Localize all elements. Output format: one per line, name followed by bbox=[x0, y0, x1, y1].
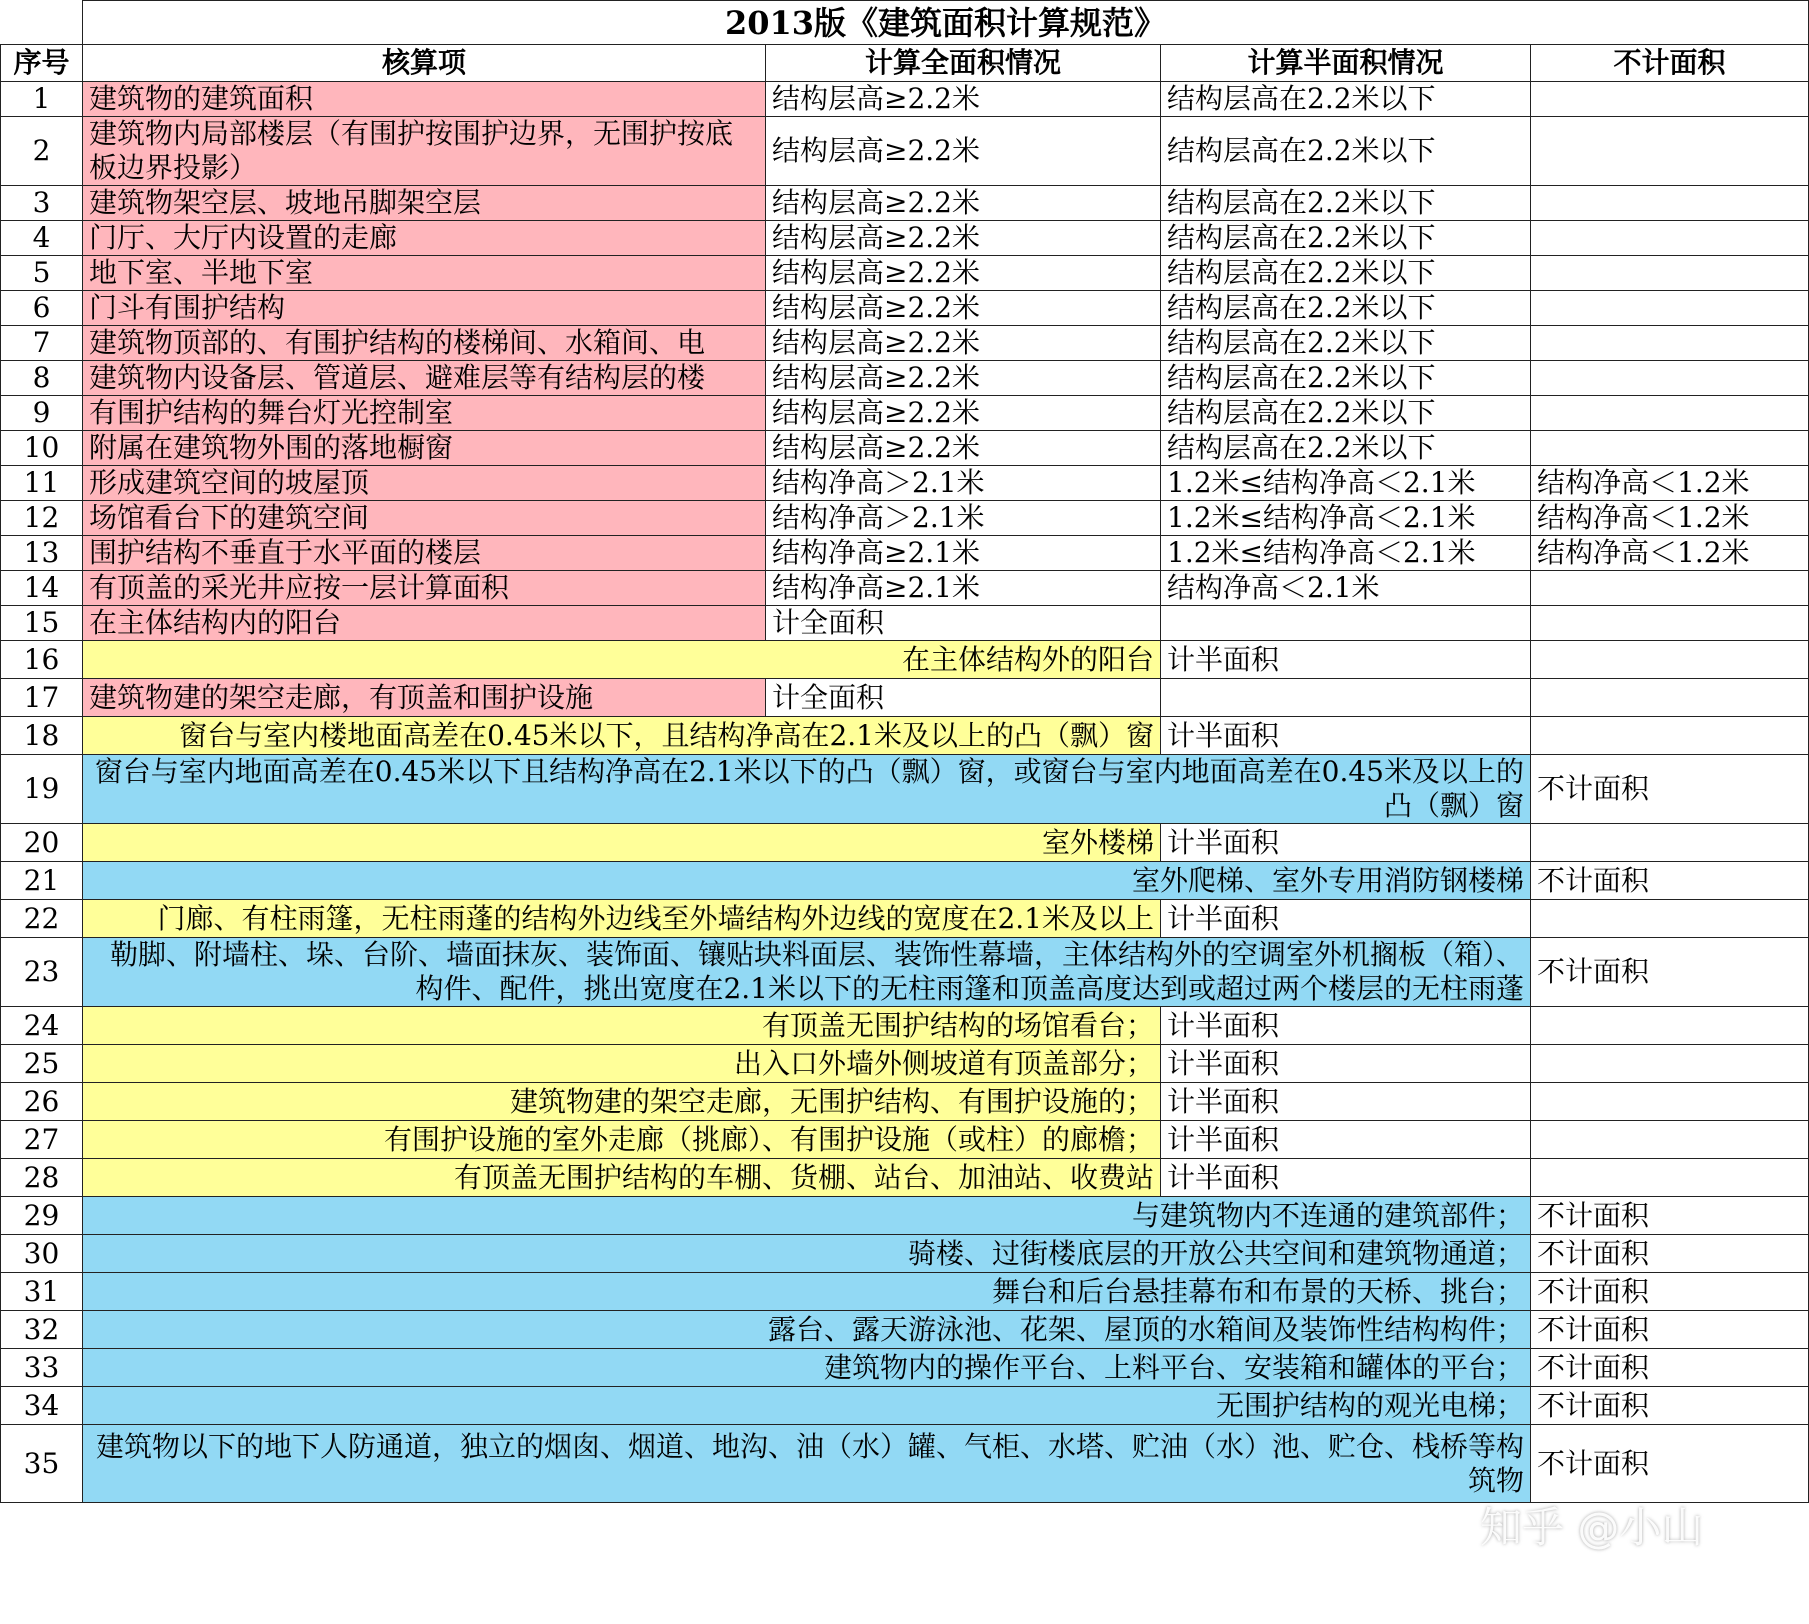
item-cell: 建筑物建的架空走廊，无围护结构、有围护设施的； bbox=[83, 1083, 1161, 1121]
half-area-cell: 1.2米≤结构净高＜2.1米 bbox=[1161, 536, 1531, 571]
header-no-area: 不计面积 bbox=[1531, 45, 1809, 82]
row-number: 2 bbox=[1, 117, 83, 186]
table-row bbox=[1, 571, 1809, 606]
no-area-cell: 不计面积 bbox=[1531, 1387, 1809, 1425]
row-number: 3 bbox=[1, 186, 83, 221]
row-number: 31 bbox=[1, 1273, 83, 1311]
full-area-cell: 结构层高≥2.2米 bbox=[766, 396, 1161, 431]
header-seq: 序号 bbox=[1, 45, 83, 82]
half-area-cell: 结构层高在2.2米以下 bbox=[1161, 326, 1531, 361]
table-row bbox=[1, 326, 1809, 361]
half-area-cell: 结构层高在2.2米以下 bbox=[1161, 186, 1531, 221]
table-row bbox=[1, 1235, 1809, 1273]
item-cell: 建筑物内设备层、管道层、避难层等有结构层的楼 bbox=[83, 361, 766, 396]
table-row bbox=[1, 1045, 1809, 1083]
item-cell: 窗台与室内楼地面高差在0.45米以下，且结构净高在2.1米及以上的凸（飘）窗 bbox=[83, 717, 1161, 755]
item-cell: 在主体结构外的阳台 bbox=[83, 641, 1161, 679]
row-number: 10 bbox=[1, 431, 83, 466]
full-area-cell: 结构层高≥2.2米 bbox=[766, 82, 1161, 117]
full-area-cell: 结构层高≥2.2米 bbox=[766, 361, 1161, 396]
table-row bbox=[1, 1349, 1809, 1387]
full-area-cell: 结构层高≥2.2米 bbox=[766, 326, 1161, 361]
row-number: 1 bbox=[1, 82, 83, 117]
half-area-cell: 结构层高在2.2米以下 bbox=[1161, 396, 1531, 431]
no-area-cell bbox=[1531, 606, 1809, 641]
no-area-cell bbox=[1531, 1159, 1809, 1197]
item-cell: 建筑物内局部楼层（有围护按围护边界，无围护按底板边界投影） bbox=[83, 117, 766, 186]
half-area-cell: 计半面积 bbox=[1161, 824, 1531, 862]
no-area-cell: 结构净高＜1.2米 bbox=[1531, 466, 1809, 501]
table-row bbox=[1, 679, 1809, 717]
no-area-cell: 不计面积 bbox=[1531, 1235, 1809, 1273]
full-area-cell: 计全面积 bbox=[766, 606, 1161, 641]
full-area-cell: 结构层高≥2.2米 bbox=[766, 256, 1161, 291]
table-row bbox=[1, 256, 1809, 291]
row-number: 24 bbox=[1, 1007, 83, 1045]
no-area-cell: 不计面积 bbox=[1531, 1311, 1809, 1349]
half-area-cell: 计半面积 bbox=[1161, 717, 1531, 755]
no-area-cell: 结构净高＜1.2米 bbox=[1531, 501, 1809, 536]
item-cell: 舞台和后台悬挂幕布和布景的天桥、挑台； bbox=[83, 1273, 1531, 1311]
no-area-cell: 不计面积 bbox=[1531, 1349, 1809, 1387]
item-cell: 有围护结构的舞台灯光控制室 bbox=[83, 396, 766, 431]
no-area-cell bbox=[1531, 431, 1809, 466]
header-item: 核算项 bbox=[83, 45, 766, 82]
half-area-cell: 计半面积 bbox=[1161, 1083, 1531, 1121]
item-cell: 围护结构不垂直于水平面的楼层 bbox=[83, 536, 766, 571]
table-row bbox=[1, 361, 1809, 396]
row-number: 28 bbox=[1, 1159, 83, 1197]
half-area-cell bbox=[1161, 606, 1531, 641]
item-cell: 门厅、大厅内设置的走廊 bbox=[83, 221, 766, 256]
table-row bbox=[1, 1121, 1809, 1159]
row-number: 11 bbox=[1, 466, 83, 501]
no-area-cell bbox=[1531, 291, 1809, 326]
item-cell: 露台、露天游泳池、花架、屋顶的水箱间及装饰性结构构件； bbox=[83, 1311, 1531, 1349]
table-row bbox=[1, 1273, 1809, 1311]
table-row bbox=[1, 755, 1809, 824]
table-row bbox=[1, 1425, 1809, 1503]
no-area-cell bbox=[1531, 1007, 1809, 1045]
table-row bbox=[1, 221, 1809, 256]
table-row bbox=[1, 1159, 1809, 1197]
full-area-cell: 结构净高＞2.1米 bbox=[766, 466, 1161, 501]
table-row bbox=[1, 1197, 1809, 1235]
half-area-cell: 结构层高在2.2米以下 bbox=[1161, 82, 1531, 117]
half-area-cell: 计半面积 bbox=[1161, 641, 1531, 679]
no-area-cell bbox=[1531, 679, 1809, 717]
no-area-cell: 不计面积 bbox=[1531, 938, 1809, 1007]
row-number: 7 bbox=[1, 326, 83, 361]
row-number: 15 bbox=[1, 606, 83, 641]
row-number: 6 bbox=[1, 291, 83, 326]
zhihu-watermark: 知乎 @小山 bbox=[1480, 1503, 1704, 1552]
header-half-area: 计算半面积情况 bbox=[1161, 45, 1531, 82]
row-number: 8 bbox=[1, 361, 83, 396]
row-number: 26 bbox=[1, 1083, 83, 1121]
no-area-cell: 不计面积 bbox=[1531, 755, 1809, 824]
item-cell: 附属在建筑物外围的落地橱窗 bbox=[83, 431, 766, 466]
no-area-cell: 不计面积 bbox=[1531, 862, 1809, 900]
table-row bbox=[1, 186, 1809, 221]
item-cell: 室外爬梯、室外专用消防钢楼梯 bbox=[83, 862, 1531, 900]
half-area-cell: 结构层高在2.2米以下 bbox=[1161, 431, 1531, 466]
row-number: 23 bbox=[1, 938, 83, 1007]
no-area-cell bbox=[1531, 900, 1809, 938]
item-cell: 建筑物顶部的、有围护结构的楼梯间、水箱间、电 bbox=[83, 326, 766, 361]
table-row bbox=[1, 1311, 1809, 1349]
full-area-cell: 结构净高＞2.1米 bbox=[766, 501, 1161, 536]
table-row bbox=[1, 1387, 1809, 1425]
half-area-cell: 1.2米≤结构净高＜2.1米 bbox=[1161, 501, 1531, 536]
half-area-cell: 计半面积 bbox=[1161, 900, 1531, 938]
item-cell: 有顶盖无围护结构的场馆看台； bbox=[83, 1007, 1161, 1045]
table-row bbox=[1, 291, 1809, 326]
item-cell: 窗台与室内地面高差在0.45米以下且结构净高在2.1米以下的凸（飘）窗，或窗台与室内地面高差在0.45米及以上的凸（飘）窗 bbox=[83, 755, 1531, 824]
table-row bbox=[1, 938, 1809, 1007]
row-number: 27 bbox=[1, 1121, 83, 1159]
full-area-cell: 结构层高≥2.2米 bbox=[766, 117, 1161, 186]
row-number: 12 bbox=[1, 501, 83, 536]
item-cell: 建筑物的建筑面积 bbox=[83, 82, 766, 117]
item-cell: 场馆看台下的建筑空间 bbox=[83, 501, 766, 536]
half-area-cell: 计半面积 bbox=[1161, 1007, 1531, 1045]
item-cell: 有顶盖的采光井应按一层计算面积 bbox=[83, 571, 766, 606]
row-number: 29 bbox=[1, 1197, 83, 1235]
no-area-cell bbox=[1531, 1045, 1809, 1083]
half-area-cell bbox=[1161, 679, 1531, 717]
row-number: 18 bbox=[1, 717, 83, 755]
half-area-cell: 结构层高在2.2米以下 bbox=[1161, 256, 1531, 291]
no-area-cell bbox=[1531, 1083, 1809, 1121]
no-area-cell: 结构净高＜1.2米 bbox=[1531, 536, 1809, 571]
row-number: 5 bbox=[1, 256, 83, 291]
item-cell: 建筑物架空层、坡地吊脚架空层 bbox=[83, 186, 766, 221]
full-area-cell: 结构层高≥2.2米 bbox=[766, 291, 1161, 326]
no-area-cell bbox=[1531, 641, 1809, 679]
item-cell: 建筑物内的操作平台、上料平台、安装箱和罐体的平台； bbox=[83, 1349, 1531, 1387]
item-cell: 在主体结构内的阳台 bbox=[83, 606, 766, 641]
item-cell: 骑楼、过街楼底层的开放公共空间和建筑物通道； bbox=[83, 1235, 1531, 1273]
no-area-cell bbox=[1531, 361, 1809, 396]
full-area-cell: 结构净高≥2.1米 bbox=[766, 571, 1161, 606]
row-number: 20 bbox=[1, 824, 83, 862]
no-area-cell bbox=[1531, 571, 1809, 606]
half-area-cell: 计半面积 bbox=[1161, 1159, 1531, 1197]
item-cell: 无围护结构的观光电梯； bbox=[83, 1387, 1531, 1425]
row-number: 30 bbox=[1, 1235, 83, 1273]
no-area-cell bbox=[1531, 824, 1809, 862]
full-area-cell: 计全面积 bbox=[766, 679, 1161, 717]
header-full-area: 计算全面积情况 bbox=[766, 45, 1161, 82]
half-area-cell: 结构净高＜2.1米 bbox=[1161, 571, 1531, 606]
full-area-cell: 结构层高≥2.2米 bbox=[766, 221, 1161, 256]
row-number: 32 bbox=[1, 1311, 83, 1349]
row-number: 22 bbox=[1, 900, 83, 938]
table-row bbox=[1, 862, 1809, 900]
half-area-cell: 结构层高在2.2米以下 bbox=[1161, 291, 1531, 326]
row-number: 35 bbox=[1, 1425, 83, 1503]
half-area-cell: 计半面积 bbox=[1161, 1045, 1531, 1083]
item-cell: 建筑物建的架空走廊，有顶盖和围护设施 bbox=[83, 679, 766, 717]
no-area-cell bbox=[1531, 221, 1809, 256]
row-number: 14 bbox=[1, 571, 83, 606]
half-area-cell: 1.2米≤结构净高＜2.1米 bbox=[1161, 466, 1531, 501]
table-row bbox=[1, 1083, 1809, 1121]
item-cell: 与建筑物内不连通的建筑部件； bbox=[83, 1197, 1531, 1235]
table-row bbox=[1, 641, 1809, 679]
table-row bbox=[1, 117, 1809, 186]
title-row bbox=[1, 1, 1809, 45]
full-area-cell: 结构层高≥2.2米 bbox=[766, 186, 1161, 221]
item-cell: 有顶盖无围护结构的车棚、货棚、站台、加油站、收费站 bbox=[83, 1159, 1161, 1197]
item-cell: 地下室、半地下室 bbox=[83, 256, 766, 291]
item-cell: 出入口外墙外侧坡道有顶盖部分； bbox=[83, 1045, 1161, 1083]
no-area-cell bbox=[1531, 1121, 1809, 1159]
no-area-cell bbox=[1531, 186, 1809, 221]
no-area-cell bbox=[1531, 717, 1809, 755]
table-row bbox=[1, 82, 1809, 117]
full-area-cell: 结构层高≥2.2米 bbox=[766, 431, 1161, 466]
half-area-cell: 计半面积 bbox=[1161, 1121, 1531, 1159]
item-cell: 勒脚、附墙柱、垛、台阶、墙面抹灰、装饰面、镶贴块料面层、装饰性幕墙，主体结构外的空调室外机搁板（箱）、构件、配件，挑出宽度在2.1米以下的无柱雨篷和顶盖高度达到或超过两个楼层的无柱雨蓬 bbox=[83, 938, 1531, 1007]
no-area-cell bbox=[1531, 326, 1809, 361]
table-row bbox=[1, 606, 1809, 641]
row-number: 9 bbox=[1, 396, 83, 431]
table-row bbox=[1, 431, 1809, 466]
table-row bbox=[1, 900, 1809, 938]
row-number: 25 bbox=[1, 1045, 83, 1083]
table-row bbox=[1, 1007, 1809, 1045]
item-cell: 形成建筑空间的坡屋顶 bbox=[83, 466, 766, 501]
item-cell: 建筑物以下的地下人防通道，独立的烟囱、烟道、地沟、油（水）罐、气柜、水塔、贮油（水）池、贮仓、栈桥等构筑物 bbox=[83, 1425, 1531, 1503]
table-row bbox=[1, 501, 1809, 536]
row-number: 34 bbox=[1, 1387, 83, 1425]
no-area-cell bbox=[1531, 256, 1809, 291]
item-cell: 有围护设施的室外走廊（挑廊）、有围护设施（或柱）的廊檐； bbox=[83, 1121, 1161, 1159]
no-area-cell: 不计面积 bbox=[1531, 1425, 1809, 1503]
row-number: 17 bbox=[1, 679, 83, 717]
table-row bbox=[1, 824, 1809, 862]
table-row bbox=[1, 396, 1809, 431]
row-number: 16 bbox=[1, 641, 83, 679]
half-area-cell: 结构层高在2.2米以下 bbox=[1161, 117, 1531, 186]
item-cell: 门廊、有柱雨篷，无柱雨蓬的结构外边线至外墙结构外边线的宽度在2.1米及以上 bbox=[83, 900, 1161, 938]
row-number: 33 bbox=[1, 1349, 83, 1387]
page-title: 2013版《建筑面积计算规范》 bbox=[83, 1, 1809, 45]
no-area-cell bbox=[1531, 82, 1809, 117]
row-number: 13 bbox=[1, 536, 83, 571]
table-row bbox=[1, 536, 1809, 571]
table-row bbox=[1, 466, 1809, 501]
header-row bbox=[1, 45, 1809, 82]
full-area-cell: 结构净高≥2.1米 bbox=[766, 536, 1161, 571]
item-cell: 门斗有围护结构 bbox=[83, 291, 766, 326]
no-area-cell bbox=[1531, 117, 1809, 186]
table-row bbox=[1, 717, 1809, 755]
row-number: 21 bbox=[1, 862, 83, 900]
no-area-cell bbox=[1531, 396, 1809, 431]
item-cell: 室外楼梯 bbox=[83, 824, 1161, 862]
half-area-cell: 结构层高在2.2米以下 bbox=[1161, 221, 1531, 256]
row-number: 4 bbox=[1, 221, 83, 256]
blank-corner-cell bbox=[1, 1, 83, 45]
no-area-cell: 不计面积 bbox=[1531, 1273, 1809, 1311]
half-area-cell: 结构层高在2.2米以下 bbox=[1161, 361, 1531, 396]
row-number: 19 bbox=[1, 755, 83, 824]
no-area-cell: 不计面积 bbox=[1531, 1197, 1809, 1235]
